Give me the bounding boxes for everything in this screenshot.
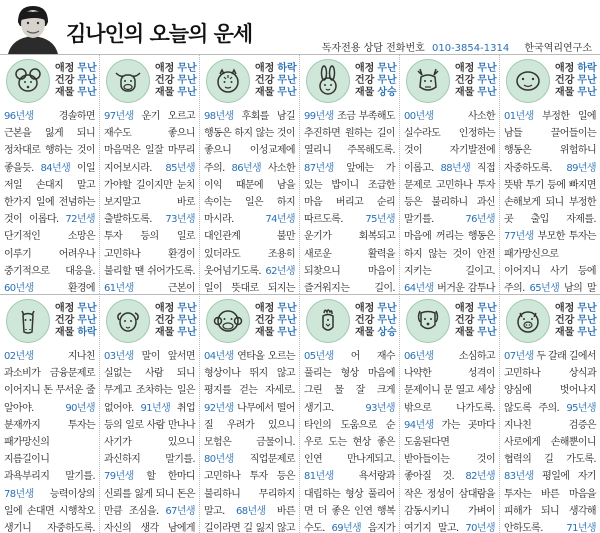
status-value: 하락 — [77, 327, 97, 338]
fortune-sentence: 투자 등의 일로 고민하나 환경이 불리할 땐 쉬어가도록. — [104, 231, 195, 277]
status-label: 애정 — [555, 63, 575, 74]
fortune-sentence: 작은 정성이 삼대람을 감동시키니 가벼이 여기지 말고. — [404, 488, 495, 533]
status-row — [155, 303, 197, 315]
birth-year: 91년생 — [140, 402, 171, 414]
fortune-column — [400, 294, 500, 533]
status-label: 건강 — [355, 315, 375, 326]
fortune-sentence: 타인의 도움으로 순 우로 도는 현상 좋은 인연 만나게되고. — [304, 419, 395, 466]
fortune-column — [300, 55, 400, 294]
fortune-column — [100, 55, 200, 294]
status-label: 건강 — [455, 75, 475, 86]
status-row — [255, 327, 297, 339]
fortune-sentence: 말이 앞서면 실없는 사람 되니 무게고 조차하는 일은 없어야. — [104, 351, 195, 414]
birth-year: 61년생 — [104, 283, 134, 294]
birth-year: 60년생 — [4, 283, 34, 294]
status-label: 재물 — [255, 87, 275, 98]
fortune-column — [300, 294, 400, 533]
fortune-sentence: 남의 말 — [564, 283, 597, 294]
birth-year: 79년생 — [104, 471, 134, 483]
fortune-column — [500, 294, 600, 533]
rabbit-icon — [306, 59, 350, 103]
status-value: 상승 — [377, 327, 397, 338]
fortune-sentence: 취업 등의 일로 사람 만나나 사기가 있으니 과신하지 말기를. — [104, 402, 196, 466]
status-row — [255, 87, 297, 99]
birth-year: 83년생 — [504, 471, 534, 483]
fortune-sentence: 사소한 이익 때문에 남을 속이는 일은 하지 마시라. — [204, 162, 296, 226]
status-value: 무난 — [277, 87, 297, 98]
fortune-sentence: 직업문제로 고민하나 투자 등은 불리하니 무리하지 말고. — [204, 454, 295, 517]
fortune-text — [200, 103, 299, 294]
status-row — [55, 75, 97, 87]
fortune-column — [200, 294, 300, 533]
status-value: 무난 — [477, 63, 497, 74]
fortune-text — [0, 343, 99, 533]
status-row — [155, 315, 197, 327]
fortune-sentence: 소심하고 나약한 성격이 문제이니 문 열고 세상 밖으로 나가도록. — [404, 351, 495, 414]
status-row — [355, 327, 397, 339]
birth-year: 04년생 — [204, 351, 234, 362]
birth-year: 67년생 — [165, 505, 195, 517]
status-value: 무난 — [477, 87, 497, 98]
fortune-sentence: 능력이상의 일에 손대면 시행착오 생기니 자중하도록. — [4, 488, 95, 533]
birth-year: 89년생 — [566, 162, 596, 174]
status-row — [555, 303, 597, 315]
phone-number[interactable]: 010-3854-1314 — [431, 43, 510, 54]
fortune-status — [555, 303, 597, 339]
status-value: 무난 — [277, 303, 297, 314]
fortune-status — [455, 63, 497, 99]
status-label: 애정 — [255, 63, 275, 74]
birth-year: 77년생 — [504, 231, 534, 243]
status-value: 무난 — [177, 303, 197, 314]
status-label: 재물 — [55, 327, 75, 338]
fortune-sentence: 단기적인 소망은 이루기 어려우나 중기적으로 대응을. — [4, 231, 95, 277]
status-value: 무난 — [77, 315, 97, 326]
status-row — [255, 75, 297, 87]
birth-year: 86년생 — [231, 162, 262, 174]
status-row — [255, 303, 297, 315]
fortune-status — [55, 303, 97, 339]
page-title: 김나인의 오늘의 운세 — [66, 22, 253, 46]
birth-year: 87년생 — [304, 162, 334, 174]
status-label: 건강 — [55, 315, 75, 326]
birth-year: 92년생 — [204, 402, 234, 414]
birth-year: 06년생 — [404, 351, 434, 362]
fortune-badge — [400, 295, 499, 343]
birth-year: 73년생 — [165, 214, 195, 226]
status-label: 애정 — [155, 63, 175, 74]
status-value: 무난 — [477, 75, 497, 86]
fortune-sentence: 버거운 감투나 — [437, 283, 495, 294]
status-row — [155, 87, 197, 99]
status-value: 무난 — [277, 327, 297, 338]
status-label: 재물 — [155, 327, 175, 338]
fortune-text — [400, 103, 499, 294]
fortune-column — [0, 55, 100, 294]
fortune-sentence: 직접 문제로 고민하나 투자 등은 불리하니 과신 말기를. — [404, 162, 496, 226]
fortune-badge — [500, 295, 600, 343]
birth-year: 71년생 — [566, 523, 596, 533]
birth-year: 07년생 — [504, 351, 534, 362]
status-row — [55, 303, 97, 315]
status-label: 재물 — [455, 87, 475, 98]
status-label: 애정 — [155, 303, 175, 314]
status-row — [555, 87, 597, 99]
status-row — [155, 327, 197, 339]
status-value: 무난 — [77, 63, 97, 74]
status-value: 상승 — [377, 87, 397, 98]
status-row — [155, 75, 197, 87]
status-label: 재물 — [455, 327, 475, 338]
fortune-status — [355, 63, 397, 99]
fortune-sentence: 두 갈래 길에서 고민하나 상식과 양심에 벗어나지 않도록 주의. — [504, 351, 596, 414]
status-row — [355, 75, 397, 87]
fortune-sentence: 대인관계 불만 있더라도 조용히 웃어넘기도록. — [204, 231, 295, 277]
status-label: 건강 — [255, 315, 275, 326]
fortune-text — [300, 103, 399, 294]
fortune-text — [200, 343, 299, 533]
fortune-column — [400, 55, 500, 294]
status-label: 애정 — [255, 303, 275, 314]
status-label: 건강 — [555, 315, 575, 326]
birth-year: 72년생 — [65, 214, 95, 226]
birth-year: 99년생 — [304, 111, 334, 122]
birth-year: 05년생 — [304, 351, 334, 362]
fortune-sentence: 운기가 회복되고 새로운 활력을 되찾으니 마음이 즐거워지는 길이. — [304, 231, 395, 294]
fortune-sentence: 분재까지 투자는 패가망신의 지름길이니 과욕부리지 말기를. — [4, 419, 95, 483]
status-label: 애정 — [555, 303, 575, 314]
fortune-sentence: 마음에 꺼리는 행동은 하지 않는 것이 안전 지키는 길이고. — [404, 231, 495, 277]
fortune-text — [300, 343, 399, 533]
fortune-sentence: 지나친 과소비가 금융문제로 이어지니 돈 무서운 줄 알아야. — [4, 351, 95, 414]
birth-year: 75년생 — [365, 214, 395, 226]
status-value: 무난 — [177, 315, 197, 326]
status-row — [55, 87, 97, 99]
fortune-sentence: 가야할 길이지만 눈치 보지말고 바로 출발하도록. — [104, 179, 195, 226]
pig-icon — [506, 299, 550, 343]
fortune-badge — [200, 295, 299, 343]
fortune-badge — [500, 55, 600, 103]
fortune-status — [155, 303, 197, 339]
birth-year: 94년생 — [404, 419, 434, 431]
fortune-sentence: 환경에 — [67, 283, 95, 294]
ox-icon — [106, 59, 150, 103]
status-value: 무난 — [477, 315, 497, 326]
status-row — [455, 87, 497, 99]
fortune-sentence: 부모한 투자는 패가망신으로 이어지니 사기 등에 주의. — [504, 231, 596, 294]
status-row — [555, 315, 597, 327]
birth-year: 84년생 — [40, 162, 71, 174]
status-value: 무난 — [177, 87, 197, 98]
status-value: 무난 — [577, 315, 597, 326]
fortune-badge — [100, 295, 199, 343]
birth-year: 02년생 — [4, 351, 34, 362]
status-value: 하락 — [577, 63, 597, 74]
fortune-column — [500, 55, 600, 294]
fortune-sentence: 바른 길이라면 길 잃지 않고 — [204, 505, 296, 533]
birth-year: 97년생 — [104, 111, 134, 122]
birth-year: 69년생 — [331, 523, 362, 533]
birth-year: 68년생 — [235, 505, 266, 517]
fortune-sentence: 연타올 오르는 형상이나 뛰지 않고 평지를 걷는 자세로. — [204, 351, 295, 397]
fortune-sentence: 음지가 — [367, 523, 396, 533]
birth-year: 88년생 — [440, 162, 471, 174]
status-value: 무난 — [577, 75, 597, 86]
status-value: 무난 — [377, 303, 397, 314]
fortune-text — [500, 103, 600, 294]
status-value: 무난 — [377, 63, 397, 74]
fortune-text — [400, 343, 499, 533]
institute-name: 한국역리연구소 — [524, 43, 592, 54]
status-row — [455, 303, 497, 315]
status-value: 하락 — [277, 63, 297, 74]
birth-year: 81년생 — [304, 471, 334, 483]
fortune-text — [0, 103, 99, 294]
fortune-sentence: 이일 저일 손대지 말고 한가지 일에 전념하는 것이 이롭다. — [4, 162, 96, 226]
fortune-sentence: 후회를 남길 행동은 하지 않는 것이 좋으니 이성교제에 주의. — [204, 111, 295, 174]
status-value: 무난 — [177, 327, 197, 338]
status-row — [555, 63, 597, 75]
fortune-sentence: 지나친 검증은 사로에게 손해뿐이니 협력의 길 가도록. — [504, 419, 596, 466]
status-label: 재물 — [355, 327, 375, 338]
dog-icon — [406, 299, 450, 343]
status-row — [55, 315, 97, 327]
birth-year: 96년생 — [4, 111, 34, 122]
birth-year: 70년생 — [465, 523, 495, 533]
fortune-sentence: 일이 뜻대로 되지는 — [204, 283, 295, 294]
fortune-text — [100, 103, 199, 294]
status-row — [455, 327, 497, 339]
status-label: 재물 — [55, 87, 75, 98]
status-label: 재물 — [555, 327, 575, 338]
status-label: 애정 — [455, 63, 475, 74]
status-label: 건강 — [355, 75, 375, 86]
birth-year: 01년생 — [504, 111, 534, 122]
status-row — [55, 327, 97, 339]
status-value: 무난 — [577, 303, 597, 314]
status-row — [55, 63, 97, 75]
status-value: 무난 — [577, 87, 597, 98]
fortune-badge — [200, 55, 299, 103]
status-label: 애정 — [355, 63, 375, 74]
birth-year: 62년생 — [265, 265, 295, 277]
status-label: 애정 — [455, 303, 475, 314]
fortune-sentence: 자신의 생각 남에게 — [104, 523, 195, 533]
fortune-sentence: 조금 부족해도 추진하면 원하는 길이 열리니 주목해도록. — [304, 111, 395, 157]
birth-year: 85년생 — [165, 162, 195, 174]
fortune-sentence: 근본이 — [167, 283, 195, 294]
status-label: 애정 — [55, 303, 75, 314]
status-label: 재물 — [555, 87, 575, 98]
fortune-status — [255, 63, 297, 99]
status-label: 재물 — [155, 87, 175, 98]
status-row — [255, 63, 297, 75]
fortune-sentence: 부정한 일에 남들 끌어들이는 행동은 위험하니 자중하도록. — [504, 111, 596, 174]
fortune-status — [255, 303, 297, 339]
fortune-sentence: 가는 곳마다 도움된다면 받아들이는 것이 좋아질 것. — [404, 419, 495, 483]
fortune-grid — [0, 55, 600, 533]
status-row — [355, 87, 397, 99]
status-row — [555, 327, 597, 339]
fortune-status — [155, 63, 197, 99]
author-portrait — [6, 2, 60, 54]
fortune-status — [55, 63, 97, 99]
consult-label: 독자전용 상담 전화번호 — [321, 43, 425, 54]
birth-year: 93년생 — [365, 402, 395, 414]
fortune-sentence: 뜻밖 투기 등에 빠지면 손해보게 되니 부정한 곳 출입 자제를. — [504, 179, 596, 226]
status-row — [455, 75, 497, 87]
page-header — [0, 0, 600, 55]
birth-year: 90년생 — [65, 402, 95, 414]
status-value: 무난 — [177, 75, 197, 86]
sheep-icon — [106, 299, 150, 343]
fortune-sentence: 욕서랑과 대립하는 형상 풀리어 면 더 좋은 인연 행복 수도. — [304, 471, 395, 533]
tiger-icon — [206, 59, 250, 103]
snake-icon — [506, 59, 550, 103]
status-value: 무난 — [277, 315, 297, 326]
status-value: 무난 — [77, 303, 97, 314]
rat-icon — [6, 59, 50, 103]
status-row — [355, 63, 397, 75]
status-row — [355, 303, 397, 315]
birth-year: 80년생 — [204, 454, 234, 466]
status-row — [355, 315, 397, 327]
birth-year: 76년생 — [465, 214, 495, 226]
monkey-icon — [206, 299, 250, 343]
birth-year: 74년생 — [265, 214, 295, 226]
status-label: 건강 — [155, 75, 175, 86]
fortune-column — [100, 294, 200, 533]
status-label: 애정 — [355, 303, 375, 314]
fortune-status — [555, 63, 597, 99]
rooster-icon — [306, 299, 350, 343]
fortune-sentence: 운기 오르고 재수도 좋으니 마음먹은 일잘 마무리 지어보시라. — [104, 111, 195, 174]
status-label: 건강 — [55, 75, 75, 86]
status-label: 건강 — [155, 315, 175, 326]
status-label: 건강 — [455, 315, 475, 326]
status-value: 무난 — [377, 75, 397, 86]
birth-year: 82년생 — [465, 471, 495, 483]
status-row — [555, 75, 597, 87]
status-row — [155, 63, 197, 75]
status-label: 건강 — [255, 75, 275, 86]
birth-year: 64년생 — [404, 283, 434, 294]
status-value: 무난 — [577, 327, 597, 338]
birth-year: 00년생 — [404, 111, 434, 122]
fortune-sentence: 사소한 실수라도 인정하는 것이 자기발전에 이롭고. — [404, 111, 495, 174]
fortune-text — [500, 343, 600, 533]
birth-year: 65년생 — [529, 283, 560, 294]
birth-year: 95년생 — [566, 402, 596, 414]
fortune-badge — [300, 295, 399, 343]
status-row — [255, 315, 297, 327]
fortune-sentence: 할 한마디 신뢰를 잃게 되니 돈은 만큼 조심을. — [104, 471, 195, 517]
fortune-column — [200, 55, 300, 294]
fortune-column — [0, 294, 100, 533]
fortune-status — [355, 303, 397, 339]
birth-year: 03년생 — [104, 351, 134, 362]
fortune-badge — [300, 55, 399, 103]
fortune-badge — [400, 55, 499, 103]
fortune-sentence: 나무에서 떨어 질 우려가 있으니 모험은 금물이니. — [204, 402, 295, 449]
dragon-icon — [406, 59, 450, 103]
fortune-badge — [100, 55, 199, 103]
status-value: 무난 — [477, 327, 497, 338]
fortune-sentence: 앞에는 가 있는 밥이니 조급한 마음 버리고 순리 따르도록. — [304, 162, 395, 226]
fortune-badge — [0, 295, 99, 343]
status-value: 무난 — [277, 75, 297, 86]
status-value: 무난 — [77, 87, 97, 98]
fortune-sentence: 경솔하면 근본을 잃게 되니 정차대로 행하는 것이 좋을듯. — [4, 111, 95, 174]
status-row — [455, 315, 497, 327]
status-label: 재물 — [355, 87, 375, 98]
status-label: 건강 — [555, 75, 575, 86]
status-label: 애정 — [55, 63, 75, 74]
fortune-text — [100, 343, 199, 533]
contact-info — [322, 39, 592, 54]
birth-year: 98년생 — [204, 111, 234, 122]
status-value: 무난 — [177, 63, 197, 74]
status-value: 무난 — [477, 303, 497, 314]
fortune-badge — [0, 55, 99, 103]
birth-year: 78년생 — [4, 488, 34, 500]
fortune-sentence: 평일에 자기 투자는 바른 마음을 피해가 되니 생각해 안하도록. — [504, 471, 596, 533]
fortune-sentence: 어 재수 풀리는 형상 마음에 그린 물 잘 크게 생기고. — [304, 351, 395, 414]
fortune-status — [455, 303, 497, 339]
status-row — [455, 63, 497, 75]
status-value: 무난 — [377, 315, 397, 326]
horse-icon — [6, 299, 50, 343]
status-label: 재물 — [255, 327, 275, 338]
status-value: 무난 — [77, 75, 97, 86]
